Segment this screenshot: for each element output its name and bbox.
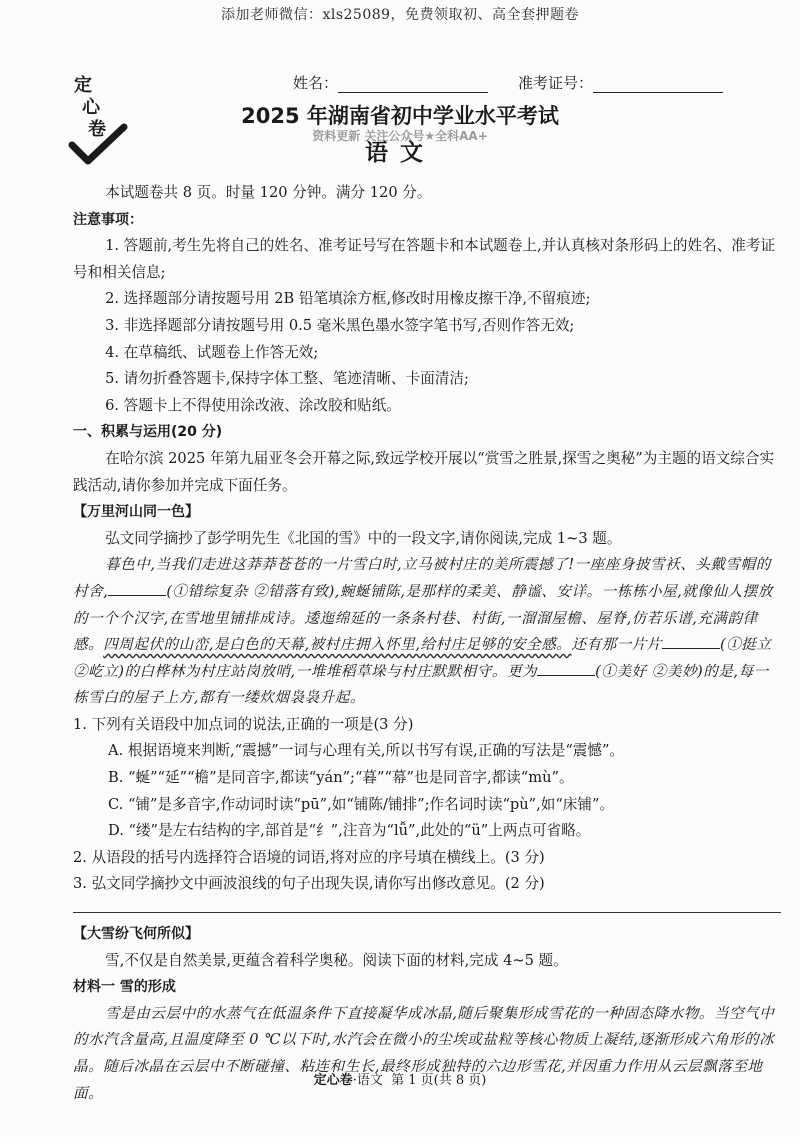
page-footer: [0, 1069, 800, 1088]
subject-title: 语文: [365, 139, 435, 166]
note-item: 1. 答题前,考生先将自己的姓名、准考证号写在答题卡和本试题卷上,并认真核对条形码上的姓名、准考证号和相关信息;: [73, 237, 776, 281]
section1-heading: 一、积累与运用(20 分): [73, 424, 223, 441]
option-a: A. 根据语境来判断,“震撼”一词与心理有关,所以书写有误,正确的写法是“震憾”。: [108, 742, 625, 760]
note-item: 3. 非选择题部分请按题号用 0.5 毫米黑色墨水签字笔书写,否则作答无效;: [105, 316, 575, 334]
footer-page-number: 第 1 页(共 8 页): [391, 1073, 487, 1088]
logo-char-3: 卷: [88, 119, 106, 140]
part2-intro: 雪,不仅是自然美景,更蕴含着科学奥秘。阅读下面的材料,完成 4~5 题。: [105, 951, 568, 969]
logo-char-2: 心: [82, 97, 100, 118]
section1-intro: 在哈尔滨 2025 年第九届亚冬会开幕之际,致远学校开展以“赏雪之胜景,探雪之奥秘”为主题的语文综合实践活动,请你参加并完成下面任务。: [73, 449, 775, 494]
exam-id-label: 准考证号：: [518, 74, 594, 92]
answer-blank-2[interactable]: [662, 634, 720, 649]
note-item: 5. 请勿折叠答题卡,保持字体工整、笔迹清晰、卡面清洁;: [105, 370, 469, 388]
note-item: 6. 答题卡上不得使用涂改液、涂改胶和贴纸。: [105, 396, 401, 414]
section-divider: [73, 912, 781, 913]
part1-heading: 【万里河山同一色】: [73, 504, 199, 521]
passage-s4: 还有那一片片: [571, 636, 663, 654]
exam-title: 2025 年湖南省初中学业水平考试: [241, 104, 559, 128]
wavy-underlined-sentence: 四周起伏的山峦,是白色的天幕,被村庄拥入怀里,给村庄足够的安全感。: [103, 636, 572, 654]
passage-s5: (①挺立 ②屹立)的白桦林为村庄站岗放哨,一堆堆稻草垛与村庄默默相守。更为: [73, 636, 772, 680]
passage-s6: (①美好 ②美妙)的是,每一栋雪白的屋子上方,都有一缕炊烟袅袅升起。: [73, 662, 769, 707]
exam-id-field[interactable]: [518, 72, 723, 93]
intro-text: 本试题卷共 8 页。时量 120 分钟。满分 120 分。: [105, 184, 432, 201]
footer-brand: 定心卷: [313, 1073, 353, 1088]
answer-blank-3[interactable]: [537, 661, 595, 676]
material1-heading: 材料一 雪的形成: [73, 979, 176, 996]
name-label: 姓名：: [293, 74, 339, 92]
passage-s2: (①错综复杂 ②错落有致),蜿蜒铺陈,是那样的柔美、静谧、安详。一栋栋小屋,就像仙人摆放的一个个汉字,在雪地里铺排成诗。逶迤绵延的一条条村巷、村街,一溜溜屋檐、屋脊,仿若乐谱,充满韵律感。: [73, 582, 773, 654]
name-field[interactable]: [293, 72, 488, 93]
question-1-stem: 1. 下列有关语段中加点词的说法,正确的一项是(3 分): [73, 715, 414, 733]
exam-id-blank[interactable]: [593, 78, 723, 93]
answer-blank-1[interactable]: [108, 581, 166, 596]
top-banner: 添加老师微信：xls25089，免费领取初、高全套押题卷: [220, 7, 580, 23]
passage-s1: 暮色中,当我们走进这莽莽苍苍的一片雪白时,立马被村庄的美所震撼了!一座座身披雪袄、头戴雪帽的村舍,: [73, 556, 771, 600]
material1-text: 雪是由云层中的水蒸气在低温条件下直接凝华成冰晶,随后聚集形成雪花的一种固态降水物。当空气中的水汽含量高,且温度降至 0 ℃以下时,水汽会在微小的尘埃或盐粒等核心物质上凝结,逐渐形成六角形的冰晶。随后冰晶在云层中不断碰撞、粘连和生长,最终形成独特的六边形雪花,并因重力作用从云层飘落至地面。: [73, 1004, 775, 1102]
watermark-text: 资料更新 关注公众号★全科AA+: [312, 129, 488, 143]
footer-sep: ·: [352, 1073, 357, 1088]
note-item: 2. 选择题部分请按题号用 2B 铅笔填涂方框,修改时用橡皮擦干净,不留痕迹;: [105, 290, 591, 308]
option-c: C. “铺”是多音字,作动词时读“pū”,如“铺陈/铺排”;作名词时读“pù”,如“床铺”。: [108, 795, 615, 813]
footer-subject: 语文: [356, 1073, 383, 1088]
option-b: B. “蜒”“延”“檐”是同音字,都读“yán”;“暮”“幕”也是同音字,都读“mù”。: [108, 769, 574, 787]
name-blank[interactable]: [338, 78, 488, 93]
question-3: 3. 弘文同学摘抄文中画波浪线的句子出现失误,请你写出修改意见。(2 分): [73, 875, 545, 893]
part2-heading: 【大雪纷飞何所似】: [73, 926, 199, 943]
note-item: 4. 在草稿纸、试题卷上作答无效;: [105, 343, 319, 361]
passage: [73, 552, 781, 712]
option-d: D. “缕”是左右结构的字,部首是“纟”,注音为“lǚ”,此处的“ü”上两点可省略。: [108, 822, 591, 840]
part1-intro: 弘文同学摘抄了彭学明先生《北国的雪》中的一段文字,请你阅读,完成 1~3 题。: [105, 529, 622, 547]
notes-heading: 注意事项：: [73, 211, 143, 228]
logo-char-1: 定: [74, 75, 92, 96]
question-2: 2. 从语段的括号内选择符合语境的词语,将对应的序号填在横线上。(3 分): [73, 848, 545, 866]
main-content: [73, 180, 781, 1107]
